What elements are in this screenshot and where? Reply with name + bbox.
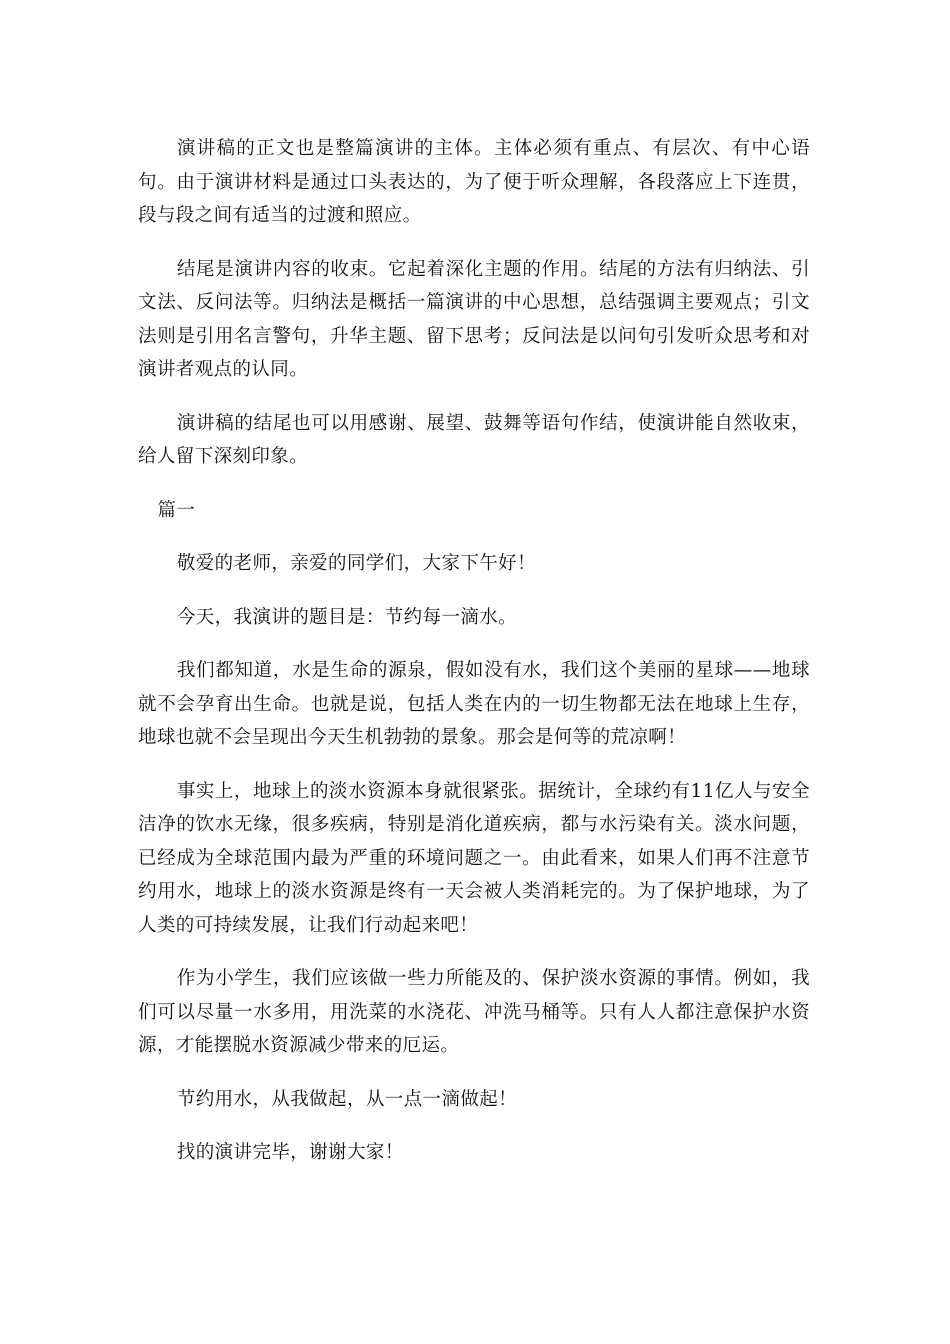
speech-greeting: 敬爱的老师，亲爱的同学们，大家下午好！ bbox=[176, 553, 536, 574]
speech-paragraph-freshwater-crisis: 事实上，地球上的淡水资源本身就很紧张。据统计，全球约有11亿人与安全洁净的饮水无缘，很多疾病，特别是消化道疾病，都与水污染有关。淡水问题，已经成为全球范围内最为严重的环境问题之一。由此看来，如果人们再不注意节约用水，地球上的淡水资源是终有一天会被人类消耗完的。为了保护地球，为了人类的可持续发展，让我们行动起来吧！ bbox=[138, 780, 810, 936]
speech-paragraph-student-actions: 作为小学生，我们应该做一些力所能及的、保护淡水资源的事情。例如，我们可以尽量一水多用，用洗菜的水浇花、冲洗马桶等。只有人人都注意保护水资源，才能摆脱水资源减少带来的厄运。 bbox=[138, 968, 810, 1056]
speech-topic: 今天，我演讲的题目是：节约每一滴水。 bbox=[176, 606, 518, 628]
paragraph-speech-body: 演讲稿的正文也是整篇演讲的主体。主体必须有重点、有层次、有中心语句。由于演讲材料是通过口头表达的，为了便于听众理解，各段落应上下连贯，段与段之间有适当的过渡和照应。 bbox=[138, 138, 810, 226]
speech-closing: 找的演讲完毕，谢谢大家！ bbox=[176, 1142, 404, 1163]
paragraph-speech-ending: 结尾是演讲内容的收束。它起着深化主题的作用。结尾的方法有归纳法、引文法、反问法等。归纳法是概括一篇演讲的中心思想，总结强调主要观点；引文法则是引用名言警句，升华主题、留下思考；反问法是以问句引发听众思考和对演讲者观点的认同。 bbox=[138, 258, 810, 380]
document-body bbox=[138, 132, 810, 1170]
section-title: 篇一 bbox=[157, 499, 196, 521]
paragraph-ending-tips: 演讲稿的结尾也可以用感谢、展望、鼓舞等语句作结，使演讲能自然收束，给人留下深刻印象。 bbox=[138, 412, 810, 467]
speech-paragraph-water-source: 我们都知道，水是生命的源泉，假如没有水，我们这个美丽的星球——地球就不会孕育出生命。也就是说，包括人类在内的一切生物都无法在地球上生存，地球也就不会呈现出今天生机勃勃的景象。那会是何等的荒凉啊！ bbox=[138, 660, 810, 748]
speech-slogan: 节约用水，从我做起，从一点一滴做起！ bbox=[176, 1088, 518, 1110]
